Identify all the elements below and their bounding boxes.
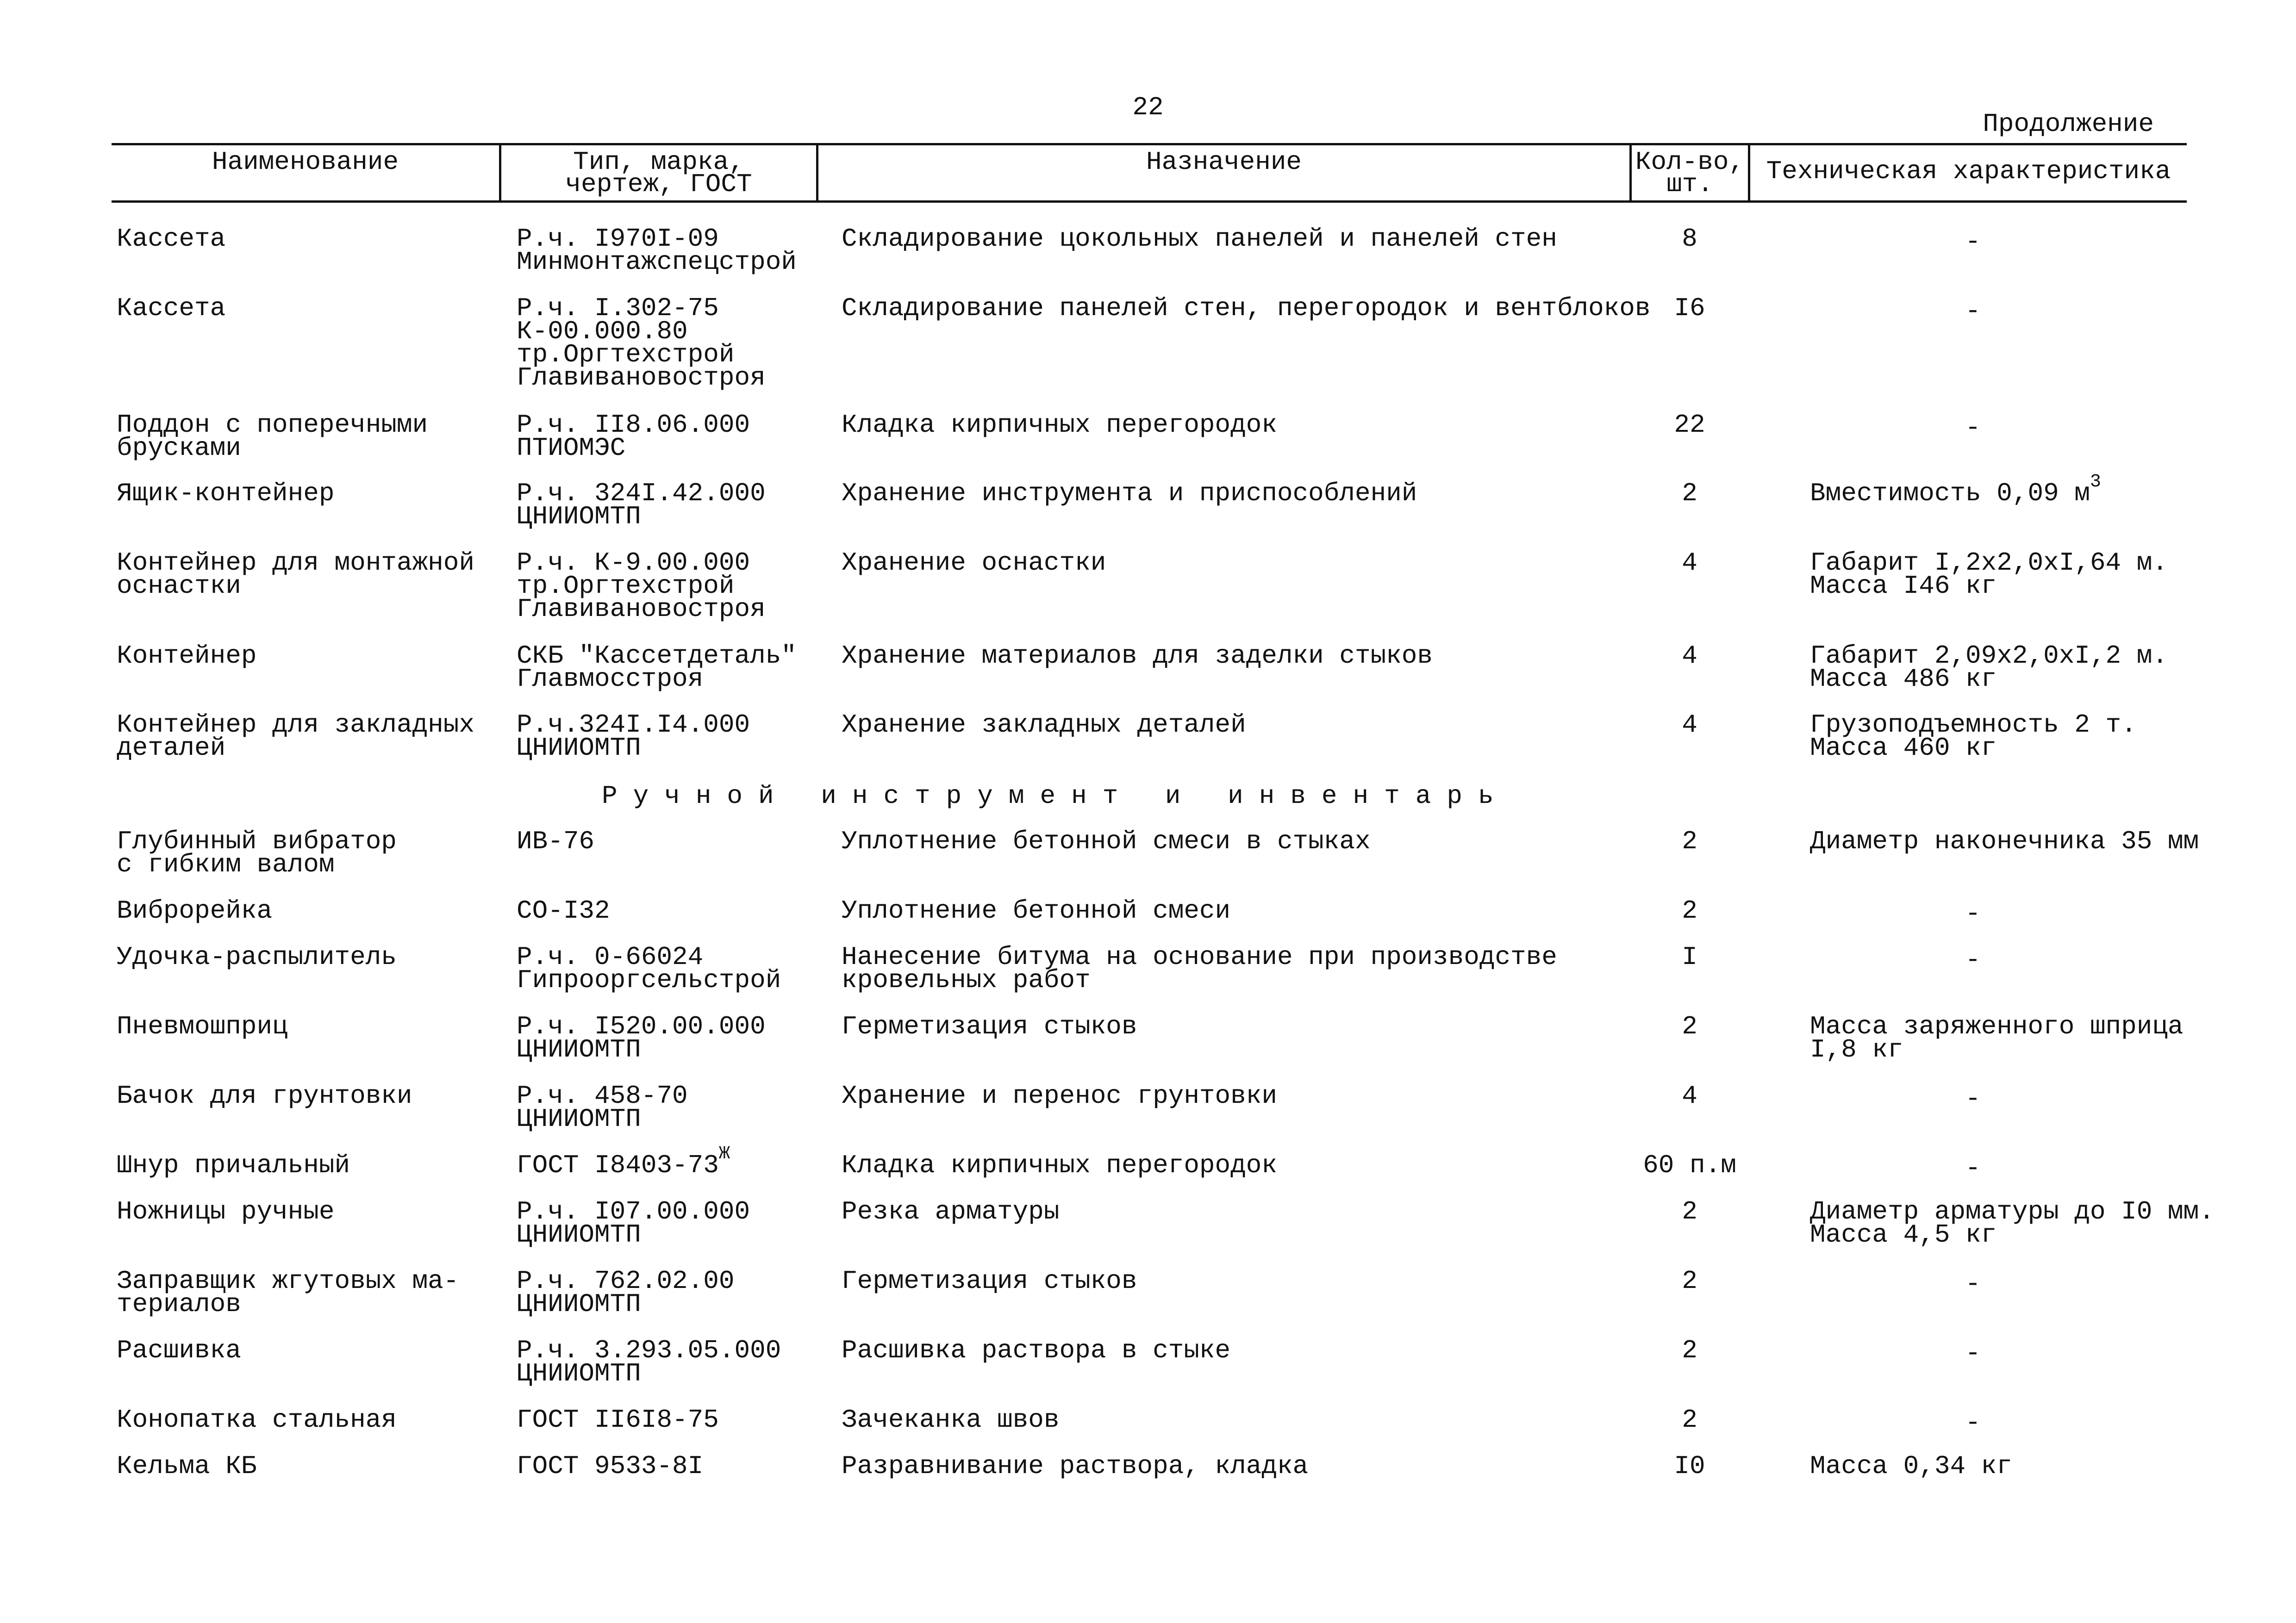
cell-type-line: Гипрооргсельстрой	[517, 965, 781, 995]
table-top-rule	[112, 143, 2187, 145]
cell-qty-line: I0	[1674, 1451, 1705, 1481]
cell-qty-line: I	[1682, 942, 1697, 972]
cell-purpose	[842, 641, 1433, 671]
cell-spec	[1810, 1197, 2215, 1250]
cell-name-line: Удочка-распылитель	[117, 942, 397, 972]
cell-qty	[1597, 1336, 1782, 1365]
cell-spec	[1880, 413, 2065, 442]
cell-type-line: Р.ч. 762.02.00	[517, 1266, 735, 1296]
cell-spec-line: Масса I46 кг	[1810, 571, 1997, 601]
cell-name	[117, 1405, 397, 1435]
cell-spec	[1880, 227, 2065, 256]
cell-qty	[1597, 1081, 1782, 1111]
cell-spec-line: -	[1965, 413, 1981, 442]
header-type-line1: Тип, марка,	[573, 147, 744, 177]
cell-name	[117, 224, 226, 254]
cell-qty-line: 4	[1682, 1081, 1697, 1111]
cell-qty	[1597, 1266, 1782, 1296]
cell-spec-line: -	[1965, 296, 1981, 326]
cell-purpose-line: Кладка кирпичных перегородок	[842, 1150, 1277, 1180]
cell-spec	[1880, 945, 2065, 975]
cell-type-line: ПТИОМЭС	[517, 433, 626, 463]
header-purpose: Назначение	[1146, 147, 1302, 177]
cell-spec-line: -	[1965, 1084, 1981, 1113]
cell-spec	[1810, 472, 2101, 508]
cell-purpose	[842, 896, 1231, 926]
cell-name	[117, 1266, 459, 1319]
cell-purpose-line: Уплотнение бетонной смеси	[842, 896, 1231, 926]
cell-type-line: СО-I32	[517, 896, 610, 926]
cell-spec-line: Масса 0,34 кг	[1810, 1451, 2012, 1481]
cell-purpose-line: Разравнивание раствора, кладка	[842, 1451, 1309, 1481]
cell-spec-line: -	[1965, 899, 1981, 928]
cell-spec-line: -	[1965, 945, 1981, 975]
cell-type-line: ЦНИИОМТП	[517, 733, 641, 763]
cell-spec	[1880, 1084, 2065, 1113]
cell-spec-line: Диаметр арматуры до I0 мм.	[1810, 1197, 2215, 1226]
cell-purpose-line: Хранение и перенос грунтовки	[842, 1081, 1277, 1111]
cell-purpose-line: Расшивка раствора в стыке	[842, 1336, 1231, 1365]
cell-name-line: Ящик-контейнер	[117, 479, 335, 508]
cell-name	[117, 548, 474, 601]
header-spec: Техническая характеристика	[1766, 156, 2171, 186]
cell-spec-line: -	[1965, 1338, 1981, 1368]
cell-purpose	[842, 293, 1651, 323]
cell-type-line: ГОСТ II6I8-75	[517, 1405, 719, 1435]
cell-qty	[1597, 293, 1782, 323]
cell-qty-line: 4	[1682, 641, 1697, 671]
cell-type-line: К-00.000.80	[517, 317, 688, 346]
cell-purpose-line: кровельных работ	[842, 965, 1091, 995]
cell-qty-line: 60 п.м	[1643, 1150, 1736, 1180]
cell-name-line: Расшивка	[117, 1336, 241, 1365]
section-title: Ручной инструмент и инвентарь	[602, 781, 1510, 811]
cell-spec-superscript: 3	[2090, 472, 2101, 493]
cell-name	[117, 942, 397, 972]
cell-type-line: Р.ч. 324I.42.000	[517, 479, 766, 508]
cell-spec	[1880, 296, 2065, 326]
cell-purpose-line: Складирование цокольных панелей и панелей стен	[842, 224, 1557, 254]
cell-qty	[1597, 1012, 1782, 1041]
cell-type-line: ЦНИИОМТП	[517, 1035, 641, 1064]
cell-name-line: деталей	[117, 733, 226, 763]
page-number: 22	[1132, 93, 1164, 122]
cell-name	[117, 710, 474, 763]
cell-spec-line: Грузоподъемность 2 т.	[1810, 710, 2137, 740]
cell-type	[517, 1451, 704, 1481]
cell-qty	[1597, 942, 1782, 972]
cell-purpose	[842, 1081, 1277, 1111]
cell-type	[517, 410, 750, 463]
cell-type-line: ЦНИИОМТП	[517, 1220, 641, 1250]
cell-purpose-line: Зачеканка швов	[842, 1405, 1060, 1435]
cell-type-line: ЦНИИОМТП	[517, 502, 641, 531]
cell-name	[117, 1451, 257, 1481]
cell-type-line: Р.ч. 458-70	[517, 1081, 688, 1111]
cell-type-line: СКБ "Кассетдеталь"	[517, 641, 797, 671]
cell-purpose-line: Кладка кирпичных перегородок	[842, 410, 1277, 440]
cell-purpose-line: Хранение материалов для заделки стыков	[842, 641, 1433, 671]
cell-purpose-line: Хранение инструмента и приспособлений	[842, 479, 1417, 508]
cell-type	[517, 1081, 688, 1134]
cell-name-line: брусками	[117, 433, 241, 463]
cell-spec	[1810, 1451, 2012, 1481]
cell-name	[117, 1197, 335, 1226]
cell-purpose	[842, 1266, 1137, 1296]
cell-type	[517, 224, 797, 277]
cell-qty	[1597, 896, 1782, 926]
cell-qty	[1597, 224, 1782, 254]
cell-type-line: Р.ч. I07.00.000	[517, 1197, 750, 1226]
cell-name	[117, 1081, 412, 1111]
cell-type-line: ЦНИИОМТП	[517, 1289, 641, 1319]
cell-qty	[1597, 1150, 1782, 1180]
cell-type-line: Р.ч. II8.06.000	[517, 410, 750, 440]
cell-type-superscript: Ж	[718, 1144, 730, 1165]
cell-purpose-line: Резка арматуры	[842, 1197, 1060, 1226]
cell-type	[517, 548, 766, 624]
cell-type-line: ГОСТ $I8403-73^Ж$	[517, 1144, 730, 1180]
cell-type-line: ЦНИИОМТП	[517, 1104, 641, 1134]
cell-type	[517, 1144, 730, 1180]
cell-type-line: Р.ч. I.302-75	[517, 293, 719, 323]
cell-purpose-line: Уплотнение бетонной смеси в стыках	[842, 827, 1371, 856]
cell-spec-line: Габарит I,2х2,0хI,64 м.	[1810, 548, 2168, 578]
cell-qty	[1597, 1451, 1782, 1481]
header-name: Наименование	[212, 147, 399, 177]
cell-spec	[1810, 641, 2168, 694]
cell-qty-line: 2	[1682, 479, 1697, 508]
cell-name	[117, 479, 335, 508]
cell-name-line: Кассета	[117, 224, 226, 254]
cell-name-line: Конопатка стальная	[117, 1405, 397, 1435]
cell-qty-line: 2	[1682, 827, 1697, 856]
header-type-line2: чертеж, ГОСТ	[565, 169, 752, 199]
cell-qty-line: 2	[1682, 1405, 1697, 1435]
cell-purpose	[842, 710, 1246, 740]
cell-spec-line: Диаметр наконечника 35 мм	[1810, 827, 2199, 856]
cell-qty-line: 8	[1682, 224, 1697, 254]
cell-purpose	[842, 1336, 1231, 1365]
cell-type	[517, 710, 750, 763]
cell-spec-line: -	[1965, 1153, 1981, 1183]
cell-purpose	[842, 1405, 1060, 1435]
cell-name	[117, 410, 428, 463]
cell-name-line: с гибким валом	[117, 850, 335, 879]
cell-type-line: Р.ч. I520.00.000	[517, 1012, 766, 1041]
header-qty-line1: Кол-во,	[1635, 147, 1745, 177]
cell-type-line: ЦНИИОМТП	[517, 1359, 641, 1388]
cell-purpose	[842, 410, 1277, 440]
cell-purpose	[842, 1150, 1277, 1180]
cell-type	[517, 1405, 719, 1435]
cell-name-line: Виброрейка	[117, 896, 273, 926]
cell-spec	[1880, 1153, 2065, 1183]
cell-type	[517, 1336, 781, 1388]
cell-name-line: Пневмошприц	[117, 1012, 288, 1041]
cell-purpose-line: Герметизация стыков	[842, 1266, 1137, 1296]
cell-purpose	[842, 479, 1417, 508]
cell-name	[117, 1336, 241, 1365]
cell-name-line: Ножницы ручные	[117, 1197, 335, 1226]
cell-purpose-line: Нанесение битума на основание при производстве	[842, 942, 1557, 972]
cell-name-line: Контейнер для закладных	[117, 710, 474, 740]
cell-name-line: териалов	[117, 1289, 241, 1319]
cell-qty-line: 2	[1682, 1336, 1697, 1365]
cell-purpose	[842, 827, 1371, 856]
cell-spec-line: Масса заряженного шприца	[1810, 1012, 2184, 1041]
cell-type	[517, 1266, 735, 1319]
cell-spec-line: -	[1965, 227, 1981, 256]
cell-type	[517, 1197, 750, 1250]
cell-purpose	[842, 224, 1557, 254]
cell-type-line: Р.ч. I970I-09	[517, 224, 719, 254]
cell-qty	[1597, 410, 1782, 440]
cell-spec-line: -	[1965, 1408, 1981, 1437]
table-header-bottom-rule	[112, 200, 2187, 203]
header-qty-line2: шт.	[1666, 169, 1713, 199]
cell-spec	[1880, 1408, 2065, 1437]
cell-name	[117, 827, 397, 879]
cell-qty-line: 4	[1682, 548, 1697, 578]
cell-spec-line: Масса 460 кг	[1810, 733, 1997, 763]
cell-type-line: ГОСТ 9533-8I	[517, 1451, 704, 1481]
cell-qty-line: 2	[1682, 1266, 1697, 1296]
cell-spec-line: I,8 кг	[1810, 1035, 1903, 1064]
cell-qty-line: 2	[1682, 1012, 1697, 1041]
cell-type	[517, 896, 610, 926]
cell-name	[117, 896, 273, 926]
cell-spec	[1810, 827, 2199, 856]
cell-spec-line: Вместимость 0,09 $м^3$	[1810, 472, 2101, 508]
cell-type	[517, 479, 766, 531]
cell-purpose	[842, 1197, 1060, 1226]
cell-name-line: оснастки	[117, 571, 241, 601]
cell-spec-line: Габарит 2,09х2,0хI,2 м.	[1810, 641, 2168, 671]
cell-qty-line: 4	[1682, 710, 1697, 740]
cell-name-line: Глубинный вибратор	[117, 827, 397, 856]
cell-spec-line: Масса 486 кг	[1810, 664, 1997, 694]
cell-qty	[1597, 548, 1782, 578]
cell-type-line: тр.Оргтехстрой	[517, 571, 735, 601]
cell-name	[117, 641, 257, 671]
cell-purpose	[842, 548, 1106, 578]
cell-type-line: тр.Оргтехстрой	[517, 340, 735, 369]
cell-name-line: Контейнер	[117, 641, 257, 671]
cell-name	[117, 293, 226, 323]
cell-type-line: Р.ч. 0-66024	[517, 942, 704, 972]
cell-spec	[1880, 899, 2065, 928]
cell-name	[117, 1012, 288, 1041]
cell-purpose-line: Хранение закладных деталей	[842, 710, 1246, 740]
cell-name	[117, 1150, 350, 1180]
cell-type-line: Главивановостроя	[517, 363, 766, 392]
cell-name-line: Кассета	[117, 293, 226, 323]
cell-type-line: Р.ч. К-9.00.000	[517, 548, 750, 578]
cell-name-line: Бачок для грунтовки	[117, 1081, 412, 1111]
cell-qty	[1597, 479, 1782, 508]
cell-type	[517, 1012, 766, 1064]
cell-qty-line: 2	[1682, 1197, 1697, 1226]
cell-spec-line: Масса 4,5 кг	[1810, 1220, 1997, 1250]
cell-purpose	[842, 1451, 1309, 1481]
cell-spec	[1810, 710, 2137, 763]
cell-purpose	[842, 1012, 1137, 1041]
cell-purpose-line: Хранение оснастки	[842, 548, 1106, 578]
cell-name-line: Шнур причальный	[117, 1150, 350, 1180]
cell-type	[517, 827, 595, 856]
cell-spec-line: -	[1965, 1269, 1981, 1299]
cell-type-line: Р.ч. 3.293.05.000	[517, 1336, 781, 1365]
cell-qty-line: 22	[1674, 410, 1705, 440]
cell-name-line: Контейнер для монтажной	[117, 548, 474, 578]
cell-spec	[1810, 1012, 2184, 1064]
cell-purpose	[842, 942, 1557, 995]
cell-type-line: Минмонтажспецстрой	[517, 247, 797, 277]
cell-name-line: Заправщик жгутовых ма-	[117, 1266, 459, 1296]
cell-spec	[1880, 1338, 2065, 1368]
cell-qty	[1597, 827, 1782, 856]
cell-type	[517, 942, 781, 995]
cell-type-line: Р.ч.324I.I4.000	[517, 710, 750, 740]
cell-qty	[1597, 641, 1782, 671]
cell-type-line: ИВ-76	[517, 827, 595, 856]
cell-type	[517, 641, 797, 694]
cell-qty-line: 2	[1682, 896, 1697, 926]
cell-type-line: Главивановостроя	[517, 594, 766, 624]
cell-purpose-line: Складирование панелей стен, перегородок и вентблоков	[842, 293, 1651, 323]
cell-type-line: Главмосстроя	[517, 664, 704, 694]
cell-type	[517, 293, 766, 392]
cell-qty	[1597, 1197, 1782, 1226]
cell-spec	[1880, 1269, 2065, 1299]
continuation-label: Продолжение	[1983, 109, 2154, 139]
cell-name-line: Поддон с поперечными	[117, 410, 428, 440]
cell-name-line: Кельма КБ	[117, 1451, 257, 1481]
cell-qty	[1597, 1405, 1782, 1435]
cell-purpose-line: Герметизация стыков	[842, 1012, 1137, 1041]
cell-qty	[1597, 710, 1782, 740]
cell-spec	[1810, 548, 2168, 601]
cell-qty-line: I6	[1674, 293, 1705, 323]
